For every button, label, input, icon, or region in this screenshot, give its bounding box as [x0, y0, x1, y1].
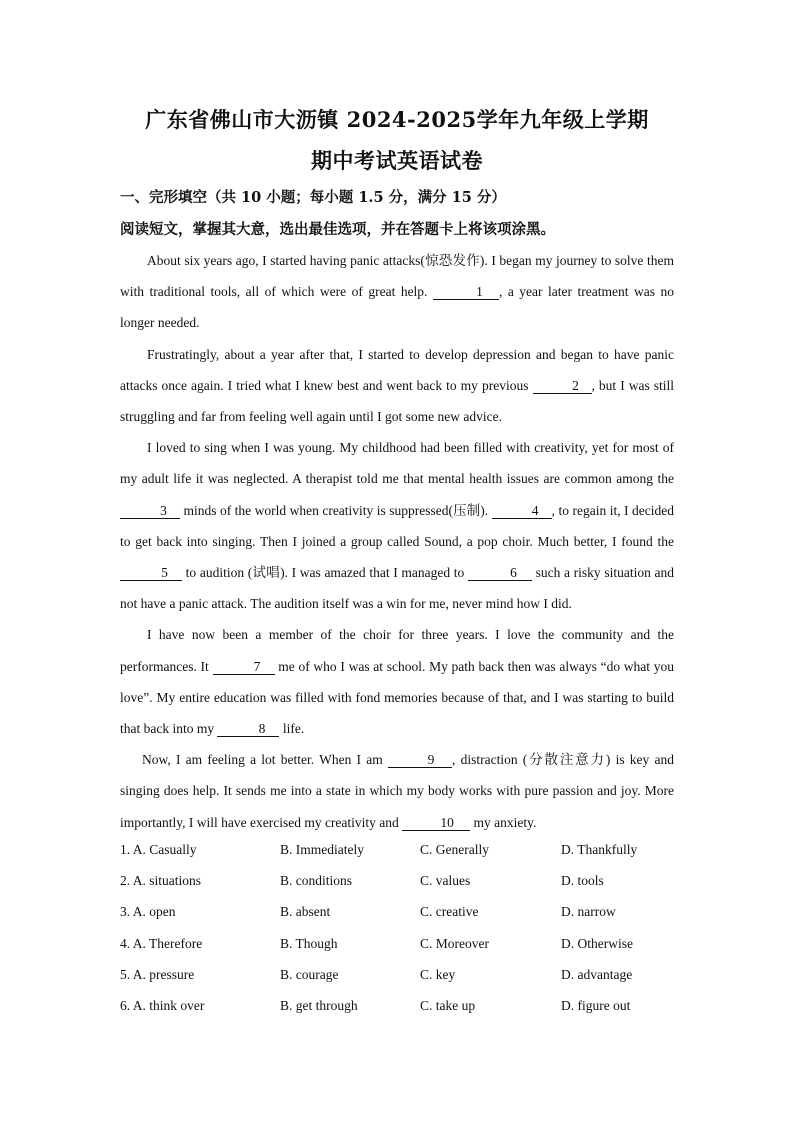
blank-7: 7: [213, 659, 275, 675]
option-row-1: [120, 840, 680, 871]
exam-title-line1: 广东省佛山市大沥镇 2024-2025学年九年级上学期: [145, 107, 649, 132]
passage-text: , but I was still struggling and far from feeling well again until I got some new advice.: [120, 377, 675, 425]
option-row-5: [120, 965, 680, 996]
section-heading: 一、完形填空（共 10 小题；每小题 1.5 分，满分 15 分）: [120, 189, 506, 206]
option-c[interactable]: C. creative: [420, 904, 479, 920]
option-row-2: [120, 871, 680, 902]
passage-text: I have now been a member of the choir for three years. I love the community and the performances. It: [120, 627, 674, 674]
option-b[interactable]: B. courage: [280, 966, 339, 982]
option-b[interactable]: B. conditions: [280, 873, 353, 889]
passage-paragraph-4: [120, 619, 674, 744]
passage-text: About six years ago, I started having panic attacks(惊恐发作). I began my journey to solve them with traditional tools, all of which were of great help.: [120, 253, 674, 300]
passage-text: , to regain it, I decided to get back into singing. Then I joined a group called Sound, a pop choir. Much better, I found the: [120, 502, 674, 549]
passage-text: to audition (试唱). I was amazed that I managed to: [182, 565, 468, 581]
exam-title-line2: 期中考试英语试卷: [311, 148, 483, 173]
blank-2: 2: [533, 378, 592, 394]
passage-text: Now, I am feeling a lot better. When I am: [142, 752, 388, 768]
option-d[interactable]: D. narrow: [561, 904, 616, 920]
option-d[interactable]: D. Otherwise: [561, 935, 633, 951]
option-a[interactable]: 2. A. situations: [120, 873, 202, 889]
option-c[interactable]: C. Generally: [420, 842, 489, 857]
passage-paragraph-1: [120, 245, 674, 339]
blank-9: 9: [388, 752, 452, 768]
passage-text: me of who I was at school. My path back then was always “do what you love”. My entire education was filled with fond memories because of that, and I was starting to build that back into my: [120, 658, 674, 737]
option-a[interactable]: 1. A. Casually: [120, 842, 197, 857]
passage-paragraph-2: [120, 339, 674, 433]
blank-8: 8: [217, 721, 279, 737]
passage-text: my anxiety.: [470, 814, 537, 830]
option-d[interactable]: D. tools: [561, 873, 604, 889]
option-row-4: [120, 934, 680, 965]
option-d[interactable]: D. figure out: [561, 997, 631, 1013]
passage-paragraph-5: [120, 744, 674, 838]
option-c[interactable]: C. key: [420, 966, 456, 982]
option-d[interactable]: D. advantage: [561, 966, 633, 982]
passage-text: such a risky situation and not have a panic attack. The audition itself was a win for me, never mind how I did.: [120, 565, 674, 612]
section-instruction: 阅读短文，掌握其大意，选出最佳选项，并在答题卡上将该项涂黑。: [120, 221, 555, 238]
cloze-passage: [120, 245, 674, 838]
passage-text: , a year later treatment was no longer needed.: [120, 284, 674, 331]
passage-text: I loved to sing when I was young. My childhood had been filled with creativity, yet for most of my adult life it was neglected. A therapist told me that mental health issues are common among the: [120, 440, 674, 487]
option-a[interactable]: 6. A. think over: [120, 997, 205, 1013]
option-c[interactable]: C. Moreover: [420, 935, 489, 951]
passage-text: life.: [279, 721, 305, 737]
option-a[interactable]: 4. A. Therefore: [120, 935, 203, 951]
answer-options: [120, 840, 680, 1027]
option-b[interactable]: B. absent: [280, 904, 331, 920]
passage-paragraph-3: [120, 432, 674, 619]
passage-text: minds of the world when creativity is suppressed(压制).: [180, 502, 492, 518]
blank-1: 1: [433, 284, 499, 300]
blank-4: 4: [492, 503, 552, 519]
blank-5: 5: [120, 565, 182, 581]
blank-6: 6: [468, 565, 532, 581]
passage-text: Frustratingly, about a year after that, I started to develop depression and began to have panic attacks once again. I tried what I knew best and went back to my previous: [120, 346, 674, 393]
blank-3: 3: [120, 503, 180, 519]
option-a[interactable]: 3. A. open: [120, 904, 176, 920]
passage-text: , distraction (分散注意力) is key and singing does help. It sends me into a state in which my body works with pure passion and joy. More importantly, I will have exercised my creativity and: [120, 752, 674, 830]
option-d[interactable]: D. Thankfully: [561, 842, 638, 857]
option-row-6: [120, 996, 680, 1027]
option-a[interactable]: 5. A. pressure: [120, 966, 195, 982]
option-b[interactable]: B. Though: [280, 935, 338, 951]
option-c[interactable]: C. values: [420, 873, 471, 889]
option-b[interactable]: B. get through: [280, 997, 358, 1013]
option-c[interactable]: C. take up: [420, 997, 476, 1013]
option-b[interactable]: B. Immediately: [280, 842, 364, 857]
blank-10: 10: [402, 815, 470, 831]
option-row-3: [120, 902, 680, 933]
